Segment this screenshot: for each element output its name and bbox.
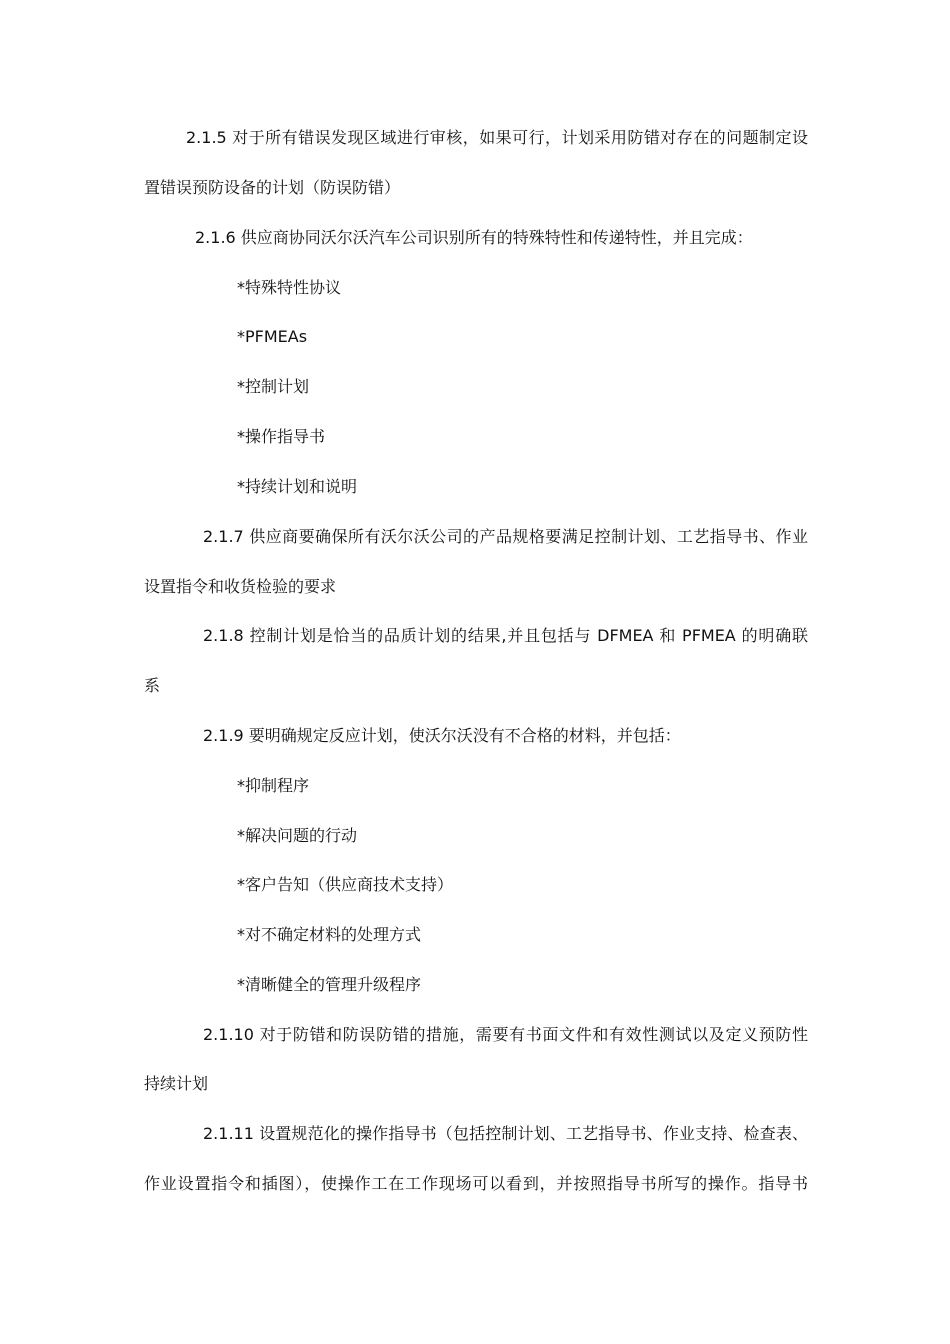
paragraph-2-1-8-line-1: 2.1.8 控制计划是恰当的品质计划的结果,并且包括与 DFMEA 和 PFMEA 的明确联 [203,626,808,645]
paragraph-2-1-9: 2.1.9 要明确规定反应计划，使沃尔沃没有不合格的材料，并包括： [203,726,681,745]
bullet-customer-notification: *客户告知（供应商技术支持） [237,875,454,894]
paragraph-2-1-5-line-1: 2.1.5 对于所有错误发现区域进行审核，如果可行，计划采用防错对存在的问题制定设 [186,128,808,147]
paragraph-2-1-7-line-2: 设置指令和收货检验的要求 [144,577,337,596]
paragraph-2-1-5-line-2: 置错误预防设备的计划（防误防错） [144,178,401,197]
paragraph-2-1-11-line-1: 2.1.11 设置规范化的操作指导书（包括控制计划、工艺指导书、作业支持、检查表、 [203,1124,808,1143]
paragraph-2-1-7-line-1: 2.1.7 供应商要确保所有沃尔沃公司的产品规格要满足控制计划、工艺指导书、作业 [203,527,808,546]
paragraph-2-1-11-line-2: 作业设置指令和插图），使操作工在工作现场可以看到，并按照指导书所写的操作。指导书 [144,1174,808,1193]
bullet-continuity-plan: *持续计划和说明 [237,477,358,496]
bullet-uncertain-material-handling: *对不确定材料的处理方式 [237,925,422,944]
paragraph-2-1-8-line-2: 系 [144,676,161,695]
bullet-problem-solving-actions: *解决问题的行动 [237,826,358,845]
paragraph-2-1-10-line-2: 持续计划 [144,1074,209,1093]
paragraph-2-1-10-line-1: 2.1.10 对于防错和防误防错的措施，需要有书面文件和有效性测试以及定义预防性 [203,1025,808,1044]
bullet-containment-procedure: *抑制程序 [237,776,310,795]
bullet-escalation-procedure: *清晰健全的管理升级程序 [237,975,422,994]
bullet-special-characteristics-agreement: *特殊特性协议 [237,278,342,297]
bullet-control-plan: *控制计划 [237,377,310,396]
bullet-pfmeas: *PFMEAs [237,327,308,346]
paragraph-2-1-6: 2.1.6 供应商协同沃尔沃汽车公司识别所有的特殊特性和传递特性，并且完成： [195,228,753,247]
bullet-operation-instructions: *操作指导书 [237,427,326,446]
